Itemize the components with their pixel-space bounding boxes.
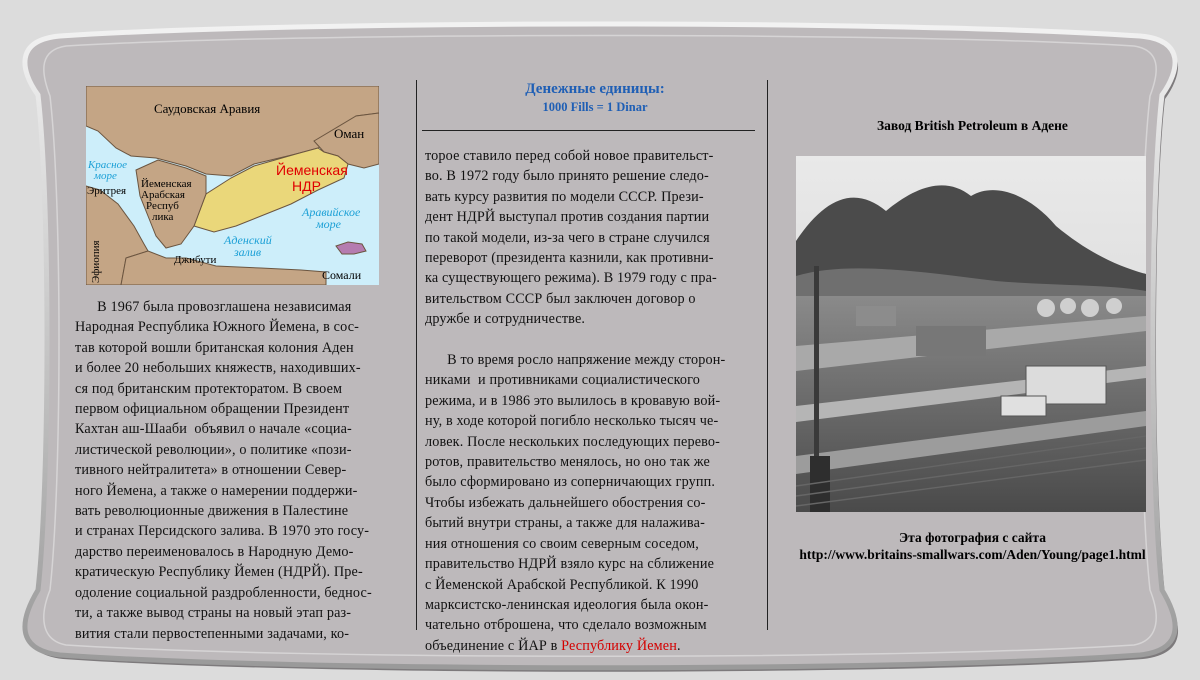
map-label-arabian-sea-1: Аравийское	[302, 205, 361, 219]
bp-refinery-photo	[796, 156, 1146, 512]
text-line: дарство переименовалось в Народную Демо-	[75, 543, 354, 560]
divider-left	[416, 80, 417, 630]
text-line: ну, в ходе которой погибло несколько тысяч че-	[425, 413, 719, 430]
text-line: было сформировано из соперничающих групп.	[425, 474, 716, 491]
map-label-oman: Оман	[334, 126, 365, 141]
map-label-yar-3: Респуб	[146, 200, 179, 212]
text-line: Чтобы избежать дальнейшего обострения со-	[425, 494, 706, 511]
text-line: листической революции», о политике «пози-	[75, 441, 352, 458]
text-line: с Йеменской Арабской Республикой. К 1990	[425, 576, 699, 593]
text-line: ся под британским протекторатом. В своем	[75, 380, 343, 397]
text-line: В то время росло напряжение между сторон-	[425, 352, 726, 369]
map-label-ethiopia: Эфиопия	[90, 240, 102, 283]
last-line-prefix: объединение с ЙАР в	[425, 637, 562, 654]
text-line: вать революционные движения в Палестине	[75, 503, 349, 520]
text-line: вительством СССР был заключен договор о	[425, 290, 696, 307]
text-line: вать курсу развития по модели СССР. Прези-	[425, 188, 704, 205]
text-line: В 1967 была провозглашена независимая	[75, 299, 352, 315]
currency-title: Денежные единицы:	[525, 81, 665, 97]
text-line-last	[425, 636, 760, 656]
column1-text	[75, 297, 410, 644]
map-label-red-sea-2: море	[94, 170, 117, 182]
text-line: торое ставило перед собой новое правительст-	[425, 148, 714, 164]
photo-title: Завод British Petroleum в Адене	[877, 118, 1068, 133]
text-line: ротов, правительство менялось, но оно так же	[425, 454, 710, 471]
text-line: ловек. После нескольких последующих перево-	[425, 433, 721, 450]
map-label-aden-gulf-1: Аденский	[224, 233, 272, 247]
text-line: марксистско-ленинская идеология была окон-	[425, 596, 709, 613]
text-line: Кахтан аш-Шааби объявил о начале «социа-	[75, 421, 352, 438]
text-line: дент НДРЙ выступал против создания партии	[425, 209, 710, 226]
paragraph-gap	[425, 330, 760, 350]
currency-rate: 1000 Fills = 1 Dinar	[542, 100, 648, 114]
text-line: переворот (президента казнили, как противни-	[425, 250, 714, 267]
map-label-red-sea-1: Красное	[88, 159, 128, 171]
text-line: дружбе и сотрудничестве.	[425, 311, 586, 328]
text-line: и более 20 небольших княжеств, находивших-	[75, 360, 361, 377]
text-line: вития стали первостепенными задачами, ко-	[75, 625, 350, 642]
text-line: тав которой вошли британская колония Аден	[75, 339, 354, 356]
map-label-yar-2: Арабская	[141, 189, 185, 201]
currency-rule	[422, 130, 755, 131]
text-line: кратическую Республику Йемен (НДРЙ). Пре-	[75, 564, 363, 581]
last-line-suffix: .	[677, 637, 681, 654]
text-line: ти, а также вывод страны на новый этап раз-	[75, 605, 352, 622]
map-label-eritrea: Эритрея	[87, 185, 127, 197]
text-line: тивного нейтралитета» в отношении Север-	[75, 462, 347, 479]
map-label-pdry-1: Йеменская	[276, 162, 348, 178]
text-line: одоление социальной раздробленности, беднос-	[75, 584, 372, 601]
text-line: правительство НДРЙ взяло курс на сближение	[425, 556, 715, 573]
text-line: по такой модели, из-за чего в стране случился	[425, 229, 710, 246]
map-south-yemen	[86, 86, 379, 285]
text-line: Народная Республика Южного Йемена, в сос-	[75, 319, 360, 336]
map-label-djibouti: Джибути	[174, 254, 217, 266]
republic-of-yemen-link[interactable]: Республику Йемен	[561, 637, 677, 654]
map-label-yar-1: Йеменская	[141, 178, 192, 190]
map-label-yar-4: лика	[152, 211, 174, 223]
map-label-saudi: Саудовская Аравия	[154, 101, 261, 116]
photo-credit-line1: Эта фотография с сайта	[899, 530, 1046, 545]
map-label-aden-gulf-2: залив	[234, 245, 262, 259]
column2-text	[425, 146, 760, 656]
text-line: ного Йемена, а также о намерении поддержи-	[75, 482, 358, 499]
photo-credit-url: http://www.britains-smallwars.com/Aden/Young/page1.html	[799, 547, 1146, 562]
map-label-arabian-sea-2: море	[316, 217, 341, 231]
text-line: чательно отброшена, что сделало возможным	[425, 617, 707, 634]
text-line: во. В 1972 году было принято решение следо-	[425, 168, 709, 185]
text-line: бытий внутри страны, а также для налаживa-	[425, 515, 705, 532]
text-line: ния отношения со своим северным соседом,	[425, 535, 699, 552]
divider-right	[767, 80, 768, 630]
map-label-somalia: Сомали	[322, 268, 362, 282]
text-line: режима, и в 1986 это вылилось в кровавую вой-	[425, 392, 721, 409]
map-label-pdry-2: НДР	[292, 178, 321, 194]
text-line: никами и противниками социалистического	[425, 372, 700, 389]
text-line: и странах Персидского залива. В 1970 это госу-	[75, 523, 370, 540]
text-line: ка существующего режима). В 1979 году с пра-	[425, 270, 717, 287]
text-line: первом официальном обращении Президент	[75, 401, 350, 418]
